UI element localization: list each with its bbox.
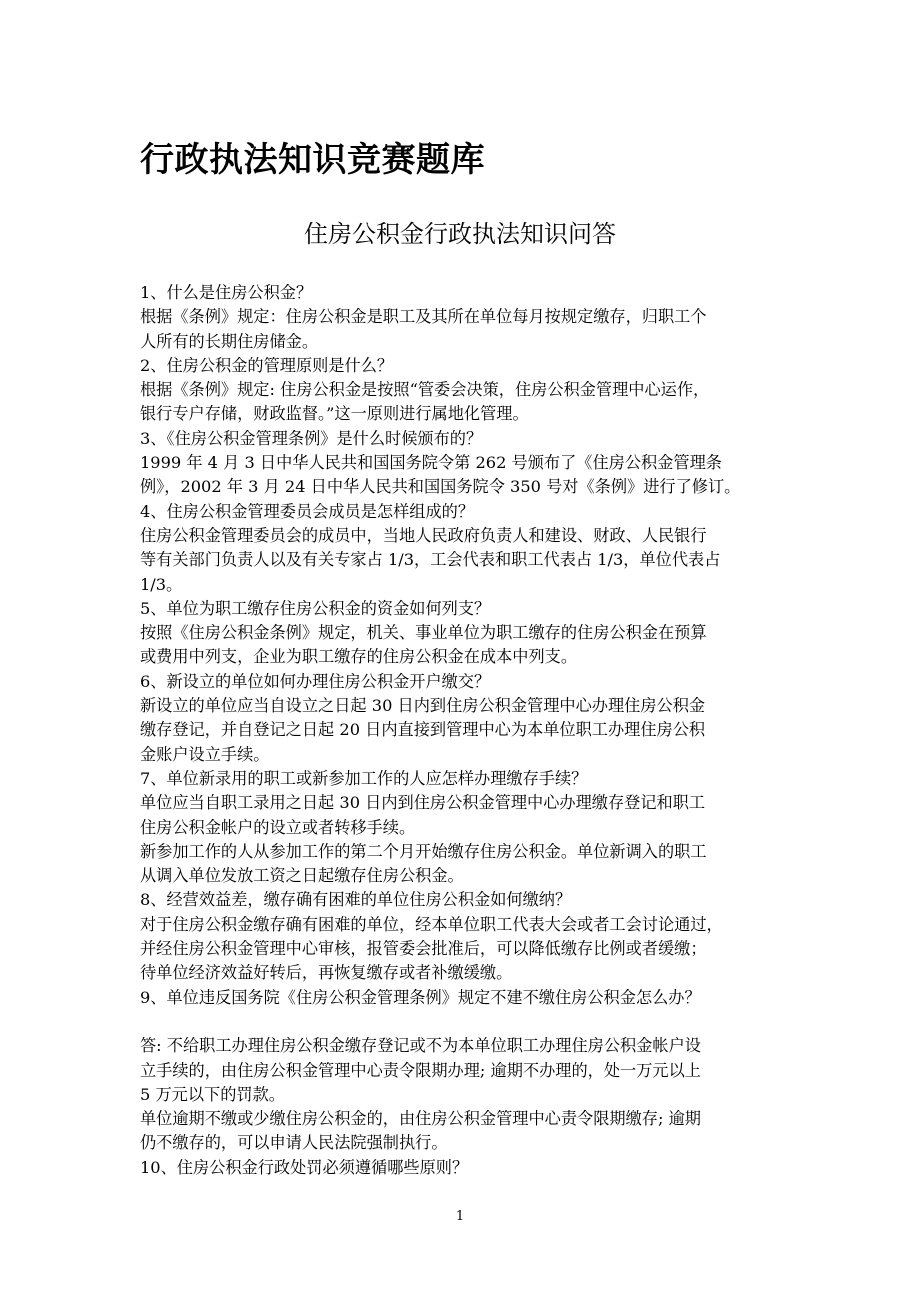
text-line: 1/3。 bbox=[140, 574, 183, 594]
text-line: 1、什么是住房公积金？ bbox=[140, 283, 313, 302]
text-line: 单位应当自职工录用之日起 30 日内到住房公积金管理中心办理缴存登记和职工 bbox=[140, 793, 706, 813]
page-number: 1 bbox=[455, 1209, 465, 1224]
text-line: 2、住房公积金的管理原则是什么？ bbox=[140, 355, 394, 375]
text-line: 立手续的，由住房公积金管理中心责令限期办理; 逾期不办理的，处一万元以上 bbox=[140, 1060, 701, 1080]
text-line: 9、单位违反国务院《住房公积金管理条例》规定不建不缴住房公积金怎么办？ bbox=[140, 987, 701, 1007]
text-line: 待单位经济效益好转后，再恢复缴存或者补缴缓缴。 bbox=[140, 963, 513, 983]
text-line: 金账户设立手续。 bbox=[140, 744, 270, 764]
text-line: 对于住房公积金缴存确有困难的单位，经本单位职工代表大会或者工会讨论通过， bbox=[140, 914, 723, 934]
text-line: 银行专户存储，财政监督。”这一原则进行属地化管理。 bbox=[140, 404, 529, 424]
text-line: 1999 年 4 月 3 日中华人民共和国国务院令第 262 号颁布了《住房公积金管理条 bbox=[140, 453, 722, 473]
text-line: 按照《住房公积金条例》规定，机关、事业单位为职工缴存的住房公积金在预算 bbox=[140, 623, 707, 643]
section-title: 住房公积金行政执法知识问答 bbox=[304, 220, 616, 248]
text-line: 新设立的单位应当自设立之日起 30 日内到住房公积金管理中心办理住房公积金 bbox=[140, 696, 706, 716]
text-line: 3、《住房公积金管理条例》是什么时候颁布的？ bbox=[140, 428, 483, 448]
page-title: 行政执法知识竞赛题库 bbox=[140, 140, 485, 180]
text-line: 缴存登记，并自登记之日起 20 日内直接到管理中心为本单位职工办理住房公积 bbox=[140, 720, 706, 740]
text-line: 新参加工作的人从参加工作的第二个月开始缴存住房公积金。单位新调入的职工 bbox=[140, 841, 707, 861]
text-line: 5、单位为职工缴存住房公积金的资金如何列支？ bbox=[140, 598, 491, 618]
text-line: 住房公积金管理委员会的成员中，当地人民政府负责人和建设、财政、人民银行 bbox=[140, 525, 707, 545]
text-line: 仍不缴存的，可以申请人民法院强制执行。 bbox=[140, 1133, 448, 1153]
text-line: 根据《条例》规定: 住房公积金是按照“管委会决策，住房公积金管理中心运作， bbox=[140, 380, 710, 400]
text-line: 根据《条例》规定：住房公积金是职工及其所在单位每月按规定缴存，归职工个 bbox=[140, 307, 707, 327]
text-line: 5 万元以下的罚款。 bbox=[140, 1084, 285, 1104]
text-line: 6、新设立的单位如何办理住房公积金开户缴交？ bbox=[140, 671, 491, 691]
text-line: 答: 不给职工办理住房公积金缴存登记或不为本单位职工办理住房公积金帐户设 bbox=[140, 1036, 701, 1056]
text-line: 等有关部门负责人以及有关专家占 1/3，工会代表和职工代表占 1/3，单位代表占 bbox=[140, 550, 721, 570]
blank-line bbox=[140, 1010, 786, 1034]
body-text bbox=[140, 281, 786, 1180]
text-line: 4、住房公积金管理委员会成员是怎样组成的？ bbox=[140, 501, 475, 521]
text-line: 人所有的长期住房储金。 bbox=[140, 331, 319, 351]
text-line: 8、经营效益差，缴存确有困难的单位住房公积金如何缴纳？ bbox=[140, 890, 572, 910]
text-line: 住房公积金帐户的设立或者转移手续。 bbox=[140, 817, 416, 837]
text-line: 从调入单位发放工资之日起缴存住房公积金。 bbox=[140, 866, 464, 886]
text-line: 例》，2002 年 3 月 24 日中华人民共和国国务院令 350 号对《条例》进行了修订。 bbox=[140, 477, 741, 497]
text-line: 单位逾期不缴或少缴住房公积金的，由住房公积金管理中心责令限期缴存; 逾期 bbox=[140, 1109, 701, 1129]
text-line: 7、单位新录用的职工或新参加工作的人应怎样办理缴存手续？ bbox=[140, 768, 588, 788]
text-line: 10、住房公积金行政处罚必须遵循哪些原则？ bbox=[140, 1157, 469, 1177]
text-line: 并经住房公积金管理中心审核，报管委会批准后，可以降低缴存比例或者缓缴； bbox=[140, 939, 707, 959]
text-line: 或费用中列支，企业为职工缴存的住房公积金在成本中列支。 bbox=[140, 647, 578, 667]
